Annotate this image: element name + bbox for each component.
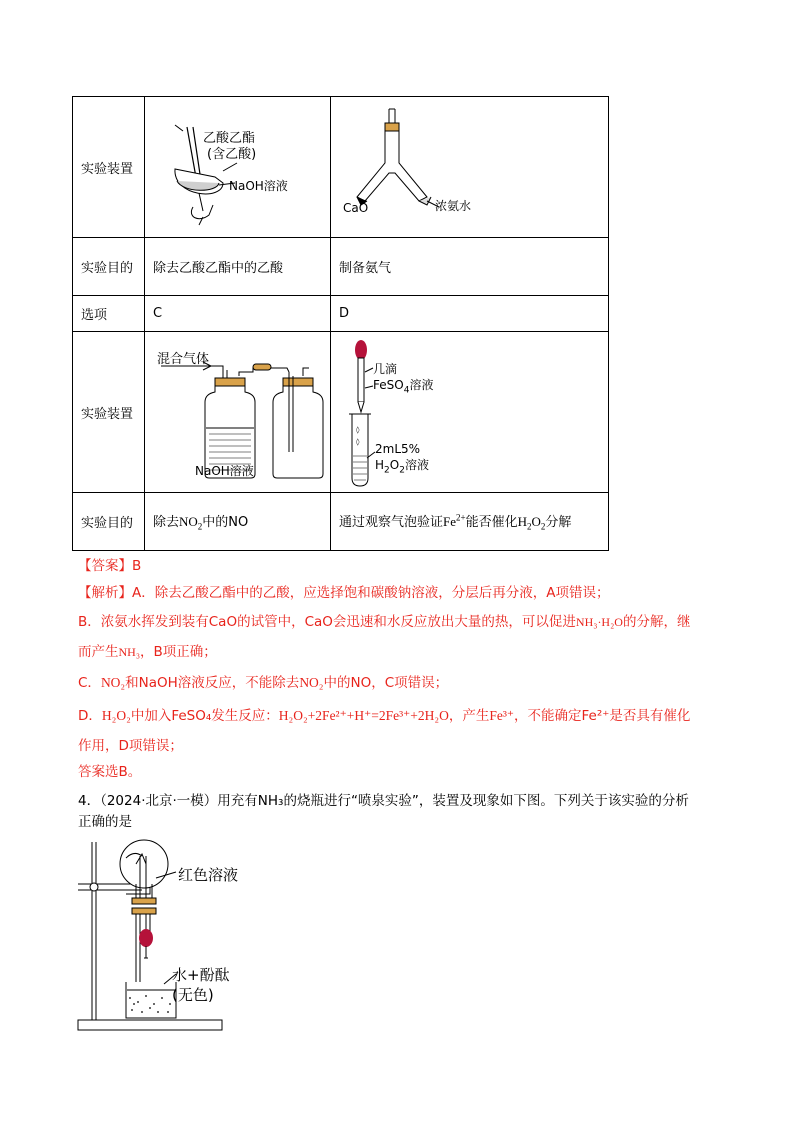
figure-cell-c — [145, 332, 331, 493]
option-d: D — [331, 296, 609, 332]
svg-text:◊: ◊ — [356, 426, 360, 434]
option-c: C — [145, 296, 331, 332]
analysis-c: C．NO₂和NaOH溶液反应，不能除去NO₂中的NO，C项错误； — [78, 675, 449, 691]
analysis-b-line1: B．浓氨水挥发到装有CaO的试管中，CaO会迅速和水反应放出大量的热，可以促进NH₃·H₂O的分解，继 — [78, 614, 691, 630]
purpose-a: 除去乙酸乙酯中的乙酸 — [145, 238, 331, 296]
row-label-apparatus: 实验装置 — [73, 332, 145, 493]
figure-cell-a — [145, 97, 331, 238]
purpose-b: 制备氨气 — [331, 238, 609, 296]
row-label-purpose: 实验目的 — [73, 238, 145, 296]
label-mixed-gas: 混合气体 — [157, 352, 210, 367]
table-row — [73, 332, 609, 493]
row-label-option: 选项 — [73, 296, 145, 332]
svg-text:◊: ◊ — [356, 438, 360, 446]
label-contains-acetic-acid: (含乙酸) — [207, 147, 257, 162]
analysis-d-line2: 作用，D项错误； — [78, 738, 183, 754]
experiment-table — [72, 96, 609, 551]
question-4-line2: 正确的是 — [78, 814, 132, 830]
figure-cell-b — [331, 97, 609, 238]
label-h2o2-solution: $H_2O_2$溶液 — [375, 458, 429, 476]
y-tube-figure — [339, 97, 617, 237]
table-row — [73, 296, 609, 332]
row-label-purpose: 实验目的 — [73, 493, 145, 551]
label-water-phenolphthalein: 水+酚酞 — [172, 966, 230, 984]
row-label-apparatus: 实验装置 — [73, 97, 145, 238]
table-row — [73, 493, 609, 551]
label-conc-ammonia: 浓氨水 — [435, 199, 472, 213]
analysis-a: 【解析】A．除去乙酸乙酯中的乙酸，应选择饱和碳酸钠溶液，分层后再分液，A项错误； — [78, 585, 610, 601]
label-naoh-solution: NaOH溶液 — [195, 464, 254, 478]
fountain-experiment-figure — [72, 834, 292, 1034]
figure-cell-d — [331, 332, 609, 493]
table-row — [73, 238, 609, 296]
table-row — [73, 97, 609, 238]
question-4-line1: 4．（2024·北京·一模）用充有NH₃的烧瓶进行“喷泉实验”，装置及现象如下图。下列关于该实验的分析 — [78, 793, 689, 809]
analysis-b-line2: 而产生NH₃，B项正确； — [78, 644, 217, 660]
purpose-c: 除去$NO_2$中的NO — [145, 493, 331, 551]
label-ethyl-acetate: 乙酸乙酯 — [203, 131, 256, 146]
answer-line: 【答案】B — [78, 558, 142, 574]
label-few-drops: 几滴 — [373, 362, 398, 376]
label-2ml-5pct: 2mL5% — [375, 442, 421, 456]
label-feso4-solution: FeSO$_4$溶液 — [373, 378, 434, 396]
label-red-solution: 红色溶液 — [178, 866, 239, 884]
label-naoh-solution: NaOH溶液 — [229, 179, 288, 193]
separatory-funnel-figure — [153, 97, 339, 237]
analysis-d-line1: D．H₂O₂中加入FeSO₄发生反应：H₂O₂+2Fe²⁺+H⁺=2Fe³⁺+2H₂O，产生Fe³⁺，不能确定Fe²⁺是否具有催化 — [78, 708, 691, 724]
label-cao: CaO — [343, 201, 369, 215]
label-colorless: (无色) — [172, 986, 214, 1004]
final-answer: 答案选B。 — [78, 764, 142, 780]
purpose-d: 通过观察气泡验证$Fe^{2+}$能否催化$H_2O_2$分解 — [331, 493, 609, 551]
